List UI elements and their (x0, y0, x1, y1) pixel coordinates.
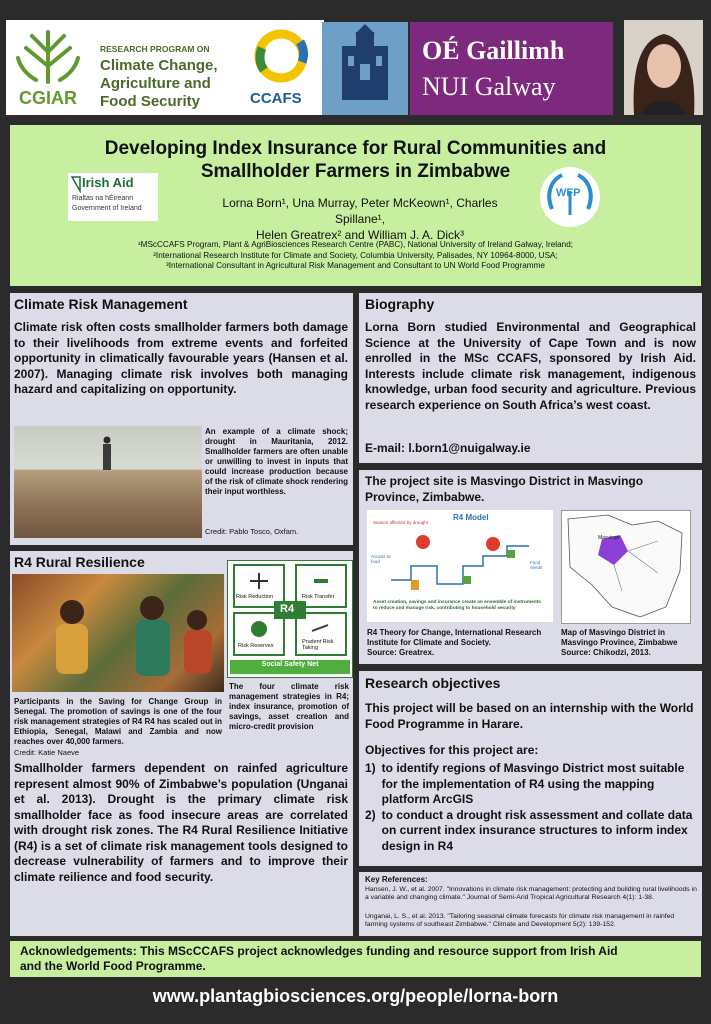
nui-irish-name: OÉ Gaillimh (422, 36, 565, 65)
nui-galway-logo (410, 22, 613, 115)
savings-group-credit: Credit: Katie Naeve (14, 748, 80, 757)
castle-icon (322, 22, 408, 115)
r4-model-food-label: Access to food (371, 554, 391, 564)
masvingo-map (561, 510, 691, 624)
r4-diagram-caption: The four climate risk management strategies in R4; index insurance, promotion of savings, asset creation and micro-credit provision (229, 682, 349, 731)
irish-aid-line-3: Government of Ireland (72, 205, 142, 212)
program-line-1: RESEARCH PROGRAM ON (100, 44, 210, 54)
irish-aid-logo (68, 173, 158, 221)
wheat-icon (6, 22, 90, 87)
drought-photo (14, 426, 202, 538)
biography-body: Lorna Born studied Environmental and Geographical Science at the University of Cape Town and is now enrolled in the MSc CCAFS, sponsored by Irish Aid. Interests include climate risk management, indigenous knowledge, urban food security and agriculture. Previous research experience on South Africa’s west coast. (365, 320, 696, 412)
nui-crest-logo (322, 22, 408, 115)
affiliation-2: ²International Research Institute for Climate and Society, Columbia University, Palisades, NY 10964-8000, USA; (153, 250, 558, 260)
program-line-2: Climate Change, (100, 57, 218, 74)
climate-risk-heading: Climate Risk Management (14, 296, 188, 312)
r4-model-caption (367, 628, 557, 658)
r4-model-title: R4 Model (453, 513, 489, 522)
project-site-panel (359, 470, 702, 664)
title-line-1: Developing Index Insurance for Rural Communities and (104, 138, 607, 159)
objective-item (365, 761, 695, 808)
savings-group-photo (12, 574, 224, 692)
r4-heading: R4 Rural Resilience (14, 554, 145, 570)
climate-risk-body: Climate risk often costs smallholder farmers both damage to their livelihoods from extreme events and forfeited opportunity in climatically favourable years (Hansen et al. 2007). Managing climate risk involves both managing hazard and capitalizing on opportunity. (14, 320, 348, 396)
r4-risk-transfer: Risk Transfer (302, 594, 335, 600)
research-objectives-intro: This project will be based on an internship with the World Food Programme in Harare. (365, 701, 694, 731)
affiliation-3: ³International Consultant in Agricultural Risk Management and Consultant to UN World Food Programme (166, 261, 545, 270)
objective-number: 2) (365, 807, 376, 822)
footer-url[interactable]: www.plantagbiosciences.org/people/lorna-born (152, 986, 559, 1006)
authors-line-1: Lorna Born¹, Una Murray, Peter McKeown¹, Charles Spillane¹, (222, 196, 498, 226)
affiliations (20, 240, 691, 272)
title-panel (10, 125, 701, 286)
irish-aid-line-2: Rialtas na hÉireann (72, 195, 134, 202)
r4-model-needs-label: Food needs (530, 560, 543, 570)
r4-body: Smallholder farmers dependent on rainfed agriculture represent almost 90% of Zimbabwe’s population (Unganai et al. 2013). Drought is the primary climate risk smallholder face as food insecure areas are correlated with drought risk zones. The R4 Rural Resilience Initiative (R4) is a set of climate risk management tools designed to decrease vulnerability of farmers and to improve their climate reilience and food security. (14, 761, 348, 884)
r4-risk-reduction: Risk Reduction (236, 594, 273, 600)
district-map-icon (562, 511, 690, 623)
r4-panel (10, 551, 353, 936)
affiliation-1: ¹MScCCAFS Program, Plant & AgriBiosciences Research Centre (PABC), National University of Ireland Galway, Ireland; (137, 240, 574, 249)
ccafs-program-logo (90, 20, 324, 115)
r4-strategies-diagram (227, 560, 353, 678)
r4-model-footnote: Asset creation, savings and insurance create an ensemble of instruments to reduce and manage risk, contributing to household security (373, 600, 541, 611)
irish-aid-name: Irish Aid (82, 175, 134, 190)
acknowledgements-panel (10, 941, 701, 977)
reference-2: Unganai, L. S., et al. 2013. "Tailoring seasonal climate forecasts for climate risk management in rainfed farming systems of southeast Zimbabwe." Climate and Development 5(2): 139-152. (365, 913, 675, 929)
ccafs-swirl-icon (250, 26, 312, 86)
biography-heading: Biography (365, 296, 435, 312)
r4-model-diagram (367, 510, 553, 622)
climate-risk-panel (10, 293, 353, 545)
savings-group-caption: Participants in the Saving for Change Group in Senegal. The promotion of savings is one of the four risk management strategies of R4 R4 has scaled out in Ethiopia, Senegal, Malawi and Zambia and now reaches over 40,000 farmers. (14, 697, 222, 746)
r4-diagram-center: R4 (280, 603, 295, 615)
r4-diagram-graphic (228, 561, 352, 677)
cgiar-label: CGIAR (19, 88, 77, 108)
objectives-list (365, 761, 695, 854)
drought-credit: Credit: Pablo Tosco, Oxfam. (205, 527, 299, 536)
objective-text: to conduct a drought risk assessment and collate data on current index insurance structures to inform index design in R4 (381, 807, 693, 853)
objective-item (365, 808, 695, 855)
biography-email: E-mail: l.born1@nuigalway.ie (365, 441, 531, 455)
harp-icon (70, 175, 82, 193)
map-caption-source: Source: Chikodzi, 2013. (561, 648, 651, 657)
research-objectives-heading: Research objectives (365, 675, 501, 691)
map-caption (561, 628, 695, 658)
author-photo (624, 20, 703, 115)
references-heading: Key References: (365, 875, 428, 884)
nui-english-name: NUI Galway (422, 72, 556, 101)
authors-line-2: Helen Greatrex² and William J. A. Dick³ (255, 228, 465, 242)
farmer-silhouette-icon (100, 436, 114, 470)
title-line-2: Smallholder Farmers in Zimbabwe (200, 161, 511, 182)
research-objectives-lead: Objectives for this project are: (365, 743, 539, 757)
wfp-label: WFP (556, 187, 581, 199)
objective-text: to identify regions of Masvingo District most suitable for the implementation of R4 using the mapping platform ArcGIS (381, 761, 685, 806)
ccafs-label: CCAFS (250, 90, 302, 107)
r4-risk-reserves: Risk Reserves (238, 643, 274, 649)
r4-prudent-risk: Prudent Risk Taking (302, 639, 334, 651)
acknowledgements-text: Acknowledgements: This MScCCAFS project acknowledges funding and resource support from Irish Aid and the World Food Programme. (20, 944, 618, 973)
program-line-4: Food Security (100, 93, 201, 110)
r4-model-caption-source: Source: Greatrex. (367, 648, 435, 657)
map-masvingo-label: Masvingo (598, 535, 620, 541)
wfp-logo (538, 165, 602, 229)
portrait-icon (624, 20, 703, 115)
map-caption-text: Map of Masvingo District in Masvingo Province, Zimbabwe (561, 628, 678, 647)
drought-caption: An example of a climate shock; drought in Mauritania, 2012. Smallholder farmers are often unable or unwilling to invest in inputs that could increase production because of the risk of climate shock rendering their input worthless. (205, 427, 348, 496)
cgiar-logo (6, 20, 90, 115)
r4-model-drought-label: Season affected by drought (373, 520, 428, 525)
research-objectives-panel (359, 671, 702, 866)
references-panel (359, 872, 702, 936)
authors (210, 195, 510, 243)
reference-1: Hansen, J. W., et al. 2007. "Innovations in climate risk management: protecting and building rural livelihoods in a variable and changing climate." Journal of Semi-Arid Tropical Agricultural Research 4(1): 1-38. (365, 886, 697, 902)
project-site-heading: The project site is Masvingo District in Masvingo Province, Zimbabwe. (365, 474, 644, 504)
r4-safety-net: Social Safety Net (261, 661, 319, 668)
objective-number: 1) (365, 761, 376, 775)
r4-model-caption-text: R4 Theory for Change, International Research Institute for Climate and Society. (367, 628, 542, 647)
biography-panel (359, 293, 702, 463)
program-line-3: Agriculture and (100, 75, 211, 92)
group-people-icon (12, 574, 224, 692)
